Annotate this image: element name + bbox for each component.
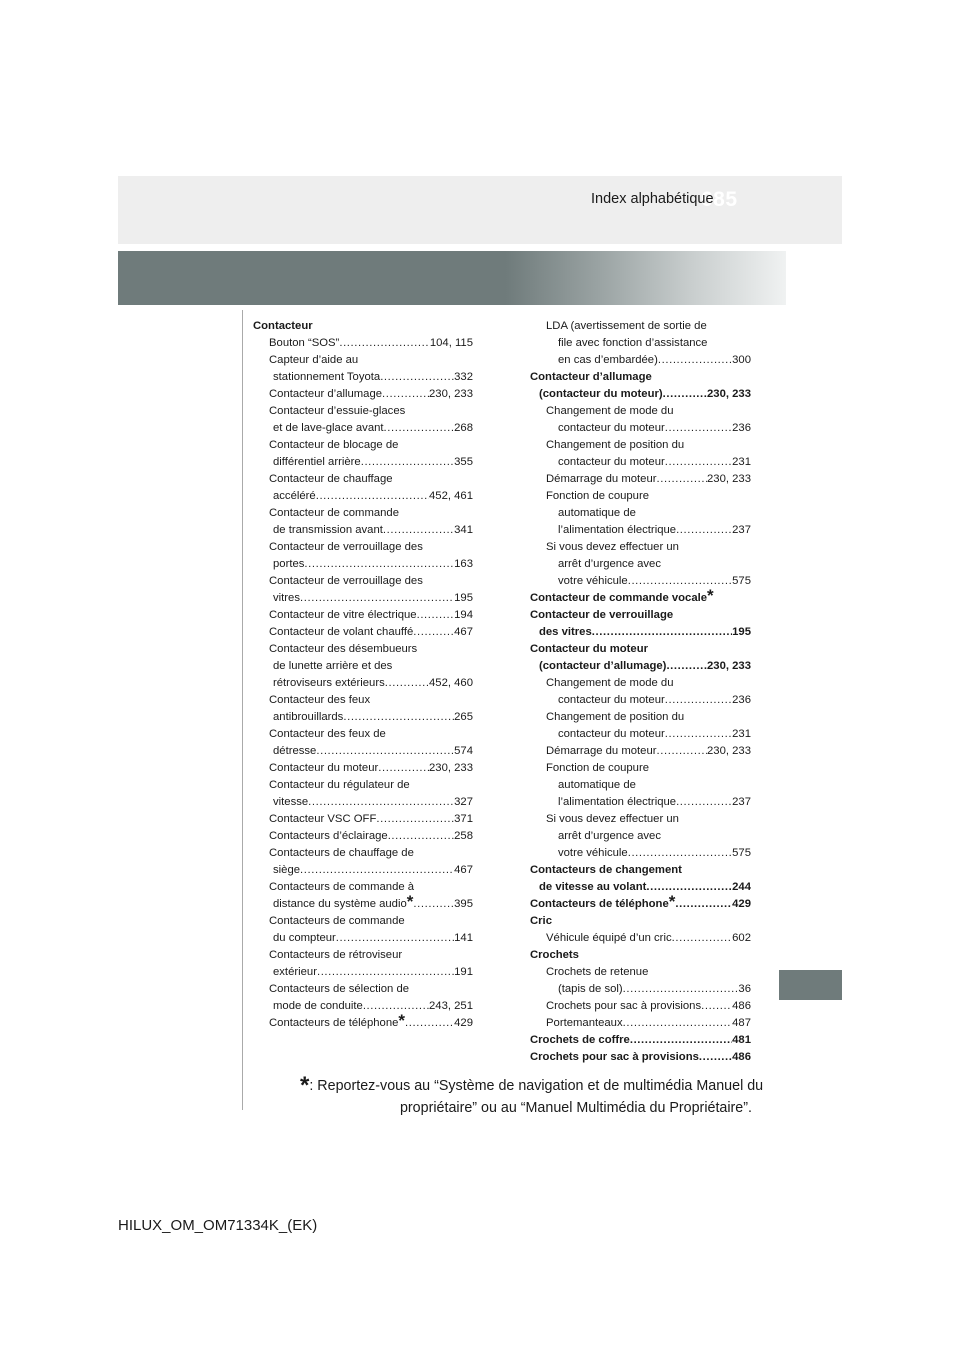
- index-entry-label: Véhicule équipé d’un cric: [546, 932, 672, 944]
- index-entry: [530, 607, 751, 624]
- index-entry: [253, 488, 473, 505]
- index-entry-label: l’alimentation électrique: [558, 524, 677, 536]
- dot-leader: [628, 573, 732, 590]
- index-entry-page: 104, 115: [429, 337, 473, 349]
- index-entry: [253, 981, 473, 998]
- index-entry: [253, 352, 473, 369]
- index-entry-page: 195: [732, 626, 751, 638]
- index-entry-label: Changement de position du: [546, 711, 685, 723]
- index-entry-page: 467: [454, 626, 473, 638]
- index-entry-page: 230, 233: [707, 388, 751, 400]
- index-entry: [253, 913, 473, 930]
- dot-leader: [628, 845, 732, 862]
- index-entry: [530, 318, 751, 335]
- dot-leader: [665, 454, 732, 471]
- index-entry-label: stationnement Toyota: [273, 371, 381, 383]
- index-entry-label: du compteur: [273, 932, 336, 944]
- index-entry-label: contacteur du moteur: [558, 694, 665, 706]
- dot-leader: [623, 1015, 733, 1032]
- index-entry: [253, 318, 473, 335]
- index-entry-page: 429: [454, 1017, 473, 1029]
- index-entry-label: Contacteurs de chauffage de: [269, 847, 414, 859]
- index-entry-page: 258: [454, 830, 473, 842]
- index-entry-page: 244: [732, 881, 751, 893]
- index-entry-page: 341: [454, 524, 473, 536]
- index-entry-page: 487: [732, 1017, 751, 1029]
- dot-leader: [665, 692, 732, 709]
- dot-leader: [316, 488, 429, 505]
- index-entry: [253, 658, 473, 675]
- index-entry-label: Contacteurs de téléphone: [269, 1017, 399, 1029]
- index-entry-label: Contacteur: [253, 320, 313, 332]
- index-entry: [530, 539, 751, 556]
- index-entry-page: 371: [454, 813, 473, 825]
- index-entry: [530, 352, 751, 369]
- section-tab: [779, 970, 842, 1000]
- index-entry-label: Contacteur d’allumage: [269, 388, 383, 400]
- index-entry: [530, 930, 751, 947]
- index-entry-label: en cas d’embardée): [558, 354, 658, 366]
- index-entry: [253, 335, 473, 352]
- index-entry: [530, 420, 751, 437]
- index-entry: [530, 828, 751, 845]
- dot-leader: [304, 556, 454, 573]
- index-entry: [253, 760, 473, 777]
- index-entry-page: 602: [732, 932, 751, 944]
- index-entry-page: 243, 251: [429, 1000, 473, 1012]
- dot-leader: [657, 471, 708, 488]
- index-entry-label: de transmission avant: [273, 524, 383, 536]
- index-entry: [530, 845, 751, 862]
- index-entry-page: 231: [732, 728, 751, 740]
- dot-leader: [657, 743, 708, 760]
- index-entry: [530, 454, 751, 471]
- index-entry-label: Crochets de retenue: [546, 966, 649, 978]
- index-entry-label: Contacteur des feux: [269, 694, 371, 706]
- index-entry-page: 237: [732, 796, 751, 808]
- index-entry: [530, 488, 751, 505]
- index-entry-label: Contacteur des désembueurs: [269, 643, 418, 655]
- index-entry-page: 575: [732, 575, 751, 587]
- index-entry: [530, 437, 751, 454]
- index-column-right: [530, 318, 751, 1066]
- index-entry-label: (tapis de sol): [558, 983, 623, 995]
- index-entry-label: (contacteur du moteur): [539, 388, 663, 400]
- index-entry: [253, 624, 473, 641]
- index-entry-label: accéléré: [273, 490, 316, 502]
- index-entry-page: 163: [454, 558, 473, 570]
- dot-leader: [300, 590, 454, 607]
- index-entry-label: file avec fonction d’assistance: [558, 337, 708, 349]
- left-margin-rule: [242, 310, 243, 1110]
- footnote-star: *: [300, 1072, 310, 1099]
- index-entry: [253, 539, 473, 556]
- index-entry-label: vitres: [273, 592, 300, 604]
- header-gradient-bar: [118, 251, 786, 305]
- index-entry: [253, 590, 473, 607]
- dot-leader: [383, 522, 454, 539]
- dot-leader: [382, 386, 429, 403]
- footnote-line-2: propriétaire” ou au “Manuel Multimédia du Propriétaire”.: [399, 1100, 752, 1116]
- index-entry-label: Capteur d’aide au: [269, 354, 359, 366]
- index-entry-label: Contacteur de verrouillage des: [269, 541, 423, 553]
- index-entry: [530, 879, 751, 896]
- index-entry: [253, 862, 473, 879]
- index-entry-label: Si vous devez effectuer un: [546, 541, 679, 553]
- index-entry-label: détresse: [273, 745, 317, 757]
- index-entry: [530, 556, 751, 573]
- dot-leader: [343, 709, 454, 726]
- index-entry-label: Portemanteaux: [546, 1017, 623, 1029]
- index-entry-label: de vitesse au volant: [539, 881, 647, 893]
- index-entry-page: 486: [732, 1051, 751, 1063]
- index-entry-label: Contacteur de commande: [269, 507, 399, 519]
- dot-leader: [701, 998, 732, 1015]
- dot-leader: [316, 743, 454, 760]
- index-entry: [530, 760, 751, 777]
- index-entry: [530, 505, 751, 522]
- dot-leader: [663, 386, 707, 403]
- index-entry: [253, 573, 473, 590]
- index-entry: [253, 692, 473, 709]
- dot-leader: [388, 828, 454, 845]
- index-entry-page: 268: [454, 422, 473, 434]
- index-entry: [253, 505, 473, 522]
- index-entry: [530, 573, 751, 590]
- dot-leader: [676, 522, 732, 539]
- index-entry-label: Contacteurs de sélection de: [269, 983, 410, 995]
- index-entry-page: 327: [454, 796, 473, 808]
- index-entry: [530, 726, 751, 743]
- index-entry-label: Contacteurs de rétroviseur: [269, 949, 403, 961]
- dot-leader: [665, 726, 732, 743]
- index-entry-page: 231: [732, 456, 751, 468]
- index-entry: [530, 1032, 751, 1049]
- index-entry-label: Démarrage du moteur: [546, 473, 657, 485]
- footnote: [300, 1072, 764, 1119]
- index-entry-label: Contacteur de volant chauffé: [269, 626, 414, 638]
- index-entry-label: vitesse: [273, 796, 309, 808]
- index-entry-label: Contacteur de chauffage: [269, 473, 393, 485]
- index-entry: [253, 522, 473, 539]
- index-entry-label: rétroviseurs extérieurs: [273, 677, 385, 689]
- index-entry: [253, 879, 473, 896]
- index-entry-label: Crochets pour sac à provisions: [546, 1000, 702, 1012]
- index-entry: Contacteurs de téléphone * ..... 429: [253, 1015, 473, 1032]
- index-entry-page: 194: [454, 609, 473, 621]
- index-entry: [253, 726, 473, 743]
- dot-leader: [361, 454, 454, 471]
- index-entry: [530, 658, 751, 675]
- footnote-line-1: : Reportez-vous au “Système de navigation et de multimédia Manuel du: [309, 1078, 764, 1094]
- index-entry: [530, 692, 751, 709]
- index-entry: [530, 743, 751, 760]
- index-entry: [530, 403, 751, 420]
- index-entry: [530, 522, 751, 539]
- index-entry: [253, 845, 473, 862]
- index-entry: [530, 335, 751, 352]
- index-entry-label: Contacteur des feux de: [269, 728, 386, 740]
- dot-leader: [592, 624, 732, 641]
- dot-leader: [376, 811, 454, 828]
- index-entry: [530, 947, 751, 964]
- index-entry-label: Crochets: [530, 949, 579, 961]
- dot-leader: [417, 607, 455, 624]
- index-entry-label: Fonction de coupure: [546, 762, 649, 774]
- index-entry: [530, 862, 751, 879]
- index-entry: [530, 998, 751, 1015]
- index-entry-label: Contacteur du moteur: [530, 643, 648, 655]
- dot-leader: [336, 930, 454, 947]
- page-number: 685: [701, 188, 738, 211]
- index-entry-label: contacteur du moteur: [558, 456, 665, 468]
- index-entry-label: arrêt d’urgence avec: [558, 830, 661, 842]
- index-entry: [530, 1049, 751, 1066]
- index-entry-label: antibrouillards: [273, 711, 344, 723]
- index-entry: [253, 998, 473, 1015]
- index-entry-page: 237: [732, 524, 751, 536]
- index-entry: [253, 811, 473, 828]
- dot-leader: [308, 794, 454, 811]
- index-entry-label: automatique de: [558, 779, 636, 791]
- index-entry-page: 300: [732, 354, 751, 366]
- dot-leader: [675, 896, 732, 913]
- index-entry-page: 191: [454, 966, 473, 978]
- index-entry: [253, 947, 473, 964]
- index-entry-label: Contacteurs de téléphone: [530, 898, 669, 910]
- index-entry-page: 452, 460: [429, 677, 473, 689]
- index-entry-label: Contacteurs de commande à: [269, 881, 415, 893]
- index-entry-label: Contacteur d’allumage: [530, 371, 652, 383]
- index-entry: [253, 743, 473, 760]
- index-entry-label: contacteur du moteur: [558, 422, 665, 434]
- index-column-left: [253, 318, 473, 1032]
- index-entry-page: 486: [732, 1000, 751, 1012]
- index-entry: [253, 369, 473, 386]
- index-entry: [530, 369, 751, 386]
- index-entry-label: Fonction de coupure: [546, 490, 649, 502]
- index-entry-page: 236: [732, 422, 751, 434]
- index-entry-label: extérieur: [273, 966, 317, 978]
- index-entry-label: votre véhicule: [558, 847, 628, 859]
- dot-leader: [405, 1015, 454, 1032]
- index-entry-label: Changement de mode du: [546, 405, 674, 417]
- index-entry: [530, 964, 751, 981]
- index-entry: [253, 777, 473, 794]
- index-entry-page: 230, 233: [429, 388, 473, 400]
- index-entry-label: de lunette arrière et des: [273, 660, 393, 672]
- dot-leader: [623, 981, 739, 998]
- index-entry-label: Contacteur VSC OFF: [269, 813, 377, 825]
- index-entry-label: l’alimentation électrique: [558, 796, 677, 808]
- dot-leader: [378, 760, 429, 777]
- index-entry-page: 452, 461: [429, 490, 473, 502]
- index-entry-label: Crochets pour sac à provisions: [530, 1051, 699, 1063]
- index-entry-label: mode de conduite: [273, 1000, 363, 1012]
- index-entry: [530, 641, 751, 658]
- index-entry: [253, 420, 473, 437]
- dot-leader: [676, 794, 732, 811]
- index-entry-page: 230, 233: [707, 745, 751, 757]
- index-entry: [530, 811, 751, 828]
- index-entry-page: 230, 233: [707, 660, 751, 672]
- index-entry: [530, 386, 751, 403]
- index-entry-label: Contacteur du moteur: [269, 762, 379, 774]
- dot-leader: [384, 420, 455, 437]
- index-entry-page: 36: [738, 983, 751, 995]
- document-code: HILUX_OM_OM71334K_(EK): [118, 1217, 318, 1234]
- index-entry-page: 355: [454, 456, 473, 468]
- index-entry: [253, 828, 473, 845]
- index-entry-label: Démarrage du moteur: [546, 745, 657, 757]
- index-entry-page: 575: [732, 847, 751, 859]
- dot-leader: [413, 896, 454, 913]
- index-entry-label: Crochets de coffre: [530, 1034, 630, 1046]
- index-entry-label: Contacteur de vitre électrique: [269, 609, 417, 621]
- index-entry: [253, 403, 473, 420]
- index-entry-label: contacteur du moteur: [558, 728, 665, 740]
- index-entry: distance du système audio * ..... 395: [253, 896, 473, 913]
- index-entry: [530, 981, 751, 998]
- index-entry: [530, 1015, 751, 1032]
- index-entry-page: 429: [732, 898, 751, 910]
- dot-leader: [666, 658, 707, 675]
- index-entry-page: 141: [454, 932, 473, 944]
- dot-leader: [363, 998, 429, 1015]
- index-entry-label: des vitres: [539, 626, 592, 638]
- dot-leader: [380, 369, 454, 386]
- index-entry-label: Contacteur d’essuie-glaces: [269, 405, 406, 417]
- index-entry: [253, 556, 473, 573]
- dot-leader: [672, 930, 733, 947]
- index-entry-label: Contacteur de commande vocale: [530, 592, 708, 604]
- index-entry: [253, 607, 473, 624]
- index-entry-label: et de lave-glace avant: [273, 422, 384, 434]
- dot-leader: [339, 335, 430, 352]
- dot-leader: [665, 420, 732, 437]
- index-entry: [530, 777, 751, 794]
- index-entry: [253, 675, 473, 692]
- index-entry: [530, 471, 751, 488]
- dot-leader: [630, 1032, 732, 1049]
- index-entry: [253, 794, 473, 811]
- index-entry-page: 236: [732, 694, 751, 706]
- index-entry-label: distance du système audio: [273, 898, 407, 910]
- index-entry-label: siège: [273, 864, 301, 876]
- index-entry-label: votre véhicule: [558, 575, 628, 587]
- index-entry: [530, 794, 751, 811]
- index-entry-label: LDA (avertissement de sortie de: [546, 320, 707, 332]
- index-entry-label: Cric: [530, 915, 552, 927]
- index-entry-label: Contacteurs de commande: [269, 915, 405, 927]
- dot-leader: [699, 1049, 732, 1066]
- index-entry-page: 230, 233: [707, 473, 751, 485]
- dot-leader: [413, 624, 454, 641]
- index-entry-label: Contacteurs d’éclairage: [269, 830, 388, 842]
- index-entry: [530, 913, 751, 930]
- index-entry-label: portes: [273, 558, 305, 570]
- index-entry: Contacteur de commande vocale *: [530, 586, 714, 605]
- index-entry: [253, 641, 473, 658]
- index-entry-label: Contacteur du régulateur de: [269, 779, 410, 791]
- index-entry-label: Changement de position du: [546, 439, 685, 451]
- index-entry-page: 332: [454, 371, 473, 383]
- section-title: Index alphabétique: [591, 191, 714, 207]
- index-entry-page: 195: [454, 592, 473, 604]
- index-entry: [253, 964, 473, 981]
- dot-leader: [300, 862, 454, 879]
- index-entry: Contacteurs de téléphone * ..... 429: [530, 896, 751, 913]
- index-entry-label: Changement de mode du: [546, 677, 674, 689]
- index-entry: [530, 624, 751, 641]
- dot-leader: [658, 352, 732, 369]
- index-entry: [253, 386, 473, 403]
- index-entry-label: (contacteur d’allumage): [539, 660, 667, 672]
- index-entry-label: différentiel arrière: [273, 456, 361, 468]
- index-entry-label: Contacteur de blocage de: [269, 439, 399, 451]
- index-entry-label: Bouton “SOS”: [269, 337, 340, 349]
- index-entry-label: Contacteur de verrouillage: [530, 609, 674, 621]
- index-entry: [253, 471, 473, 488]
- index-entry-page: 230, 233: [429, 762, 473, 774]
- index-entry-page: 395: [454, 898, 473, 910]
- index-entry-page: 265: [454, 711, 473, 723]
- dot-leader: [317, 964, 454, 981]
- index-entry-label: automatique de: [558, 507, 636, 519]
- dot-leader: [385, 675, 429, 692]
- index-entry-label: arrêt d’urgence avec: [558, 558, 661, 570]
- index-entry: [530, 675, 751, 692]
- index-entry: [253, 930, 473, 947]
- index-entry-page: 467: [454, 864, 473, 876]
- index-entry-page: 481: [732, 1034, 751, 1046]
- index-entry-label: Contacteurs de changement: [530, 864, 682, 876]
- index-entry: [253, 454, 473, 471]
- index-entry: [253, 437, 473, 454]
- index-entry: [530, 709, 751, 726]
- dot-leader: [646, 879, 732, 896]
- index-entry-page: 574: [454, 745, 473, 757]
- index-entry: [253, 709, 473, 726]
- index-entry-label: Contacteur de verrouillage des: [269, 575, 423, 587]
- index-entry-label: Si vous devez effectuer un: [546, 813, 679, 825]
